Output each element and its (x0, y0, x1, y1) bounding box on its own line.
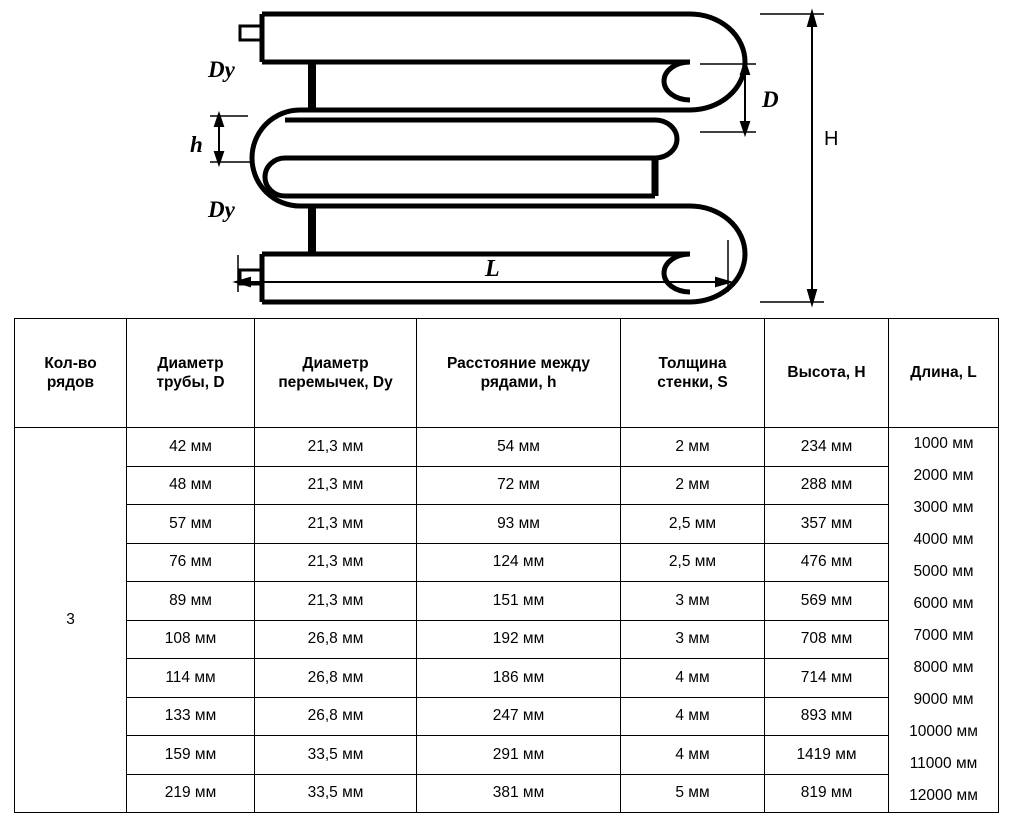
cell-jumper-diameter: 21,3 мм (255, 466, 417, 505)
th-length: Длина, L (889, 319, 999, 428)
cell-jumper-diameter: 21,3 мм (255, 428, 417, 467)
cell-pipe-diameter: 133 мм (127, 697, 255, 736)
length-item: 7000 мм (913, 626, 974, 644)
cell-height: 357 мм (765, 505, 889, 544)
cell-jumper-diameter: 21,3 мм (255, 543, 417, 582)
table-row (15, 774, 999, 813)
nipple-top (240, 26, 262, 40)
cell-row-spacing: 124 мм (417, 543, 621, 582)
th-pipe-diameter: Диаметр трубы, D (127, 319, 255, 428)
cell-jumper-diameter: 26,8 мм (255, 659, 417, 698)
cell-row-spacing: 247 мм (417, 697, 621, 736)
cell-pipe-diameter: 57 мм (127, 505, 255, 544)
label-dy-bottom: Dy (208, 197, 235, 222)
cell-height: 708 мм (765, 620, 889, 659)
table-body (15, 428, 999, 813)
cell-pipe-diameter: 159 мм (127, 736, 255, 775)
cell-wall-thickness: 3 мм (621, 582, 765, 621)
cell-row-spacing: 54 мм (417, 428, 621, 467)
th-height: Высота, H (765, 319, 889, 428)
cell-pipe-diameter: 42 мм (127, 428, 255, 467)
cell-rows-count: 3 (15, 428, 127, 813)
th-row-spacing: Расстояние между рядами, h (417, 319, 621, 428)
cell-row-spacing: 151 мм (417, 582, 621, 621)
cell-pipe-diameter: 89 мм (127, 582, 255, 621)
th-rows-count: Кол-во рядов (15, 319, 127, 428)
th-wall-thickness: Толщина стенки, S (621, 319, 765, 428)
cell-height: 1419 мм (765, 736, 889, 775)
cell-length-list (889, 428, 999, 813)
table-row (15, 466, 999, 505)
cell-wall-thickness: 4 мм (621, 697, 765, 736)
pipe-middle-left-nose (265, 158, 285, 196)
label-height: H (824, 128, 839, 150)
table-row (15, 620, 999, 659)
label-dy-top: Dy (208, 57, 235, 82)
length-item: 4000 мм (913, 530, 974, 548)
cell-height: 476 мм (765, 543, 889, 582)
cell-row-spacing: 186 мм (417, 659, 621, 698)
table-header-row (15, 319, 999, 428)
cell-height: 714 мм (765, 659, 889, 698)
table-row (15, 582, 999, 621)
length-item: 11000 мм (909, 754, 978, 772)
table-row (15, 697, 999, 736)
register-diagram (0, 0, 1012, 310)
length-item: 3000 мм (913, 498, 974, 516)
length-item: 8000 мм (913, 658, 974, 676)
cell-jumper-diameter: 21,3 мм (255, 505, 417, 544)
label-d-pipe: D (762, 87, 779, 112)
table-row (15, 543, 999, 582)
cell-height: 819 мм (765, 774, 889, 813)
cell-wall-thickness: 2,5 мм (621, 543, 765, 582)
cell-wall-thickness: 2 мм (621, 466, 765, 505)
cell-row-spacing: 381 мм (417, 774, 621, 813)
pipe-top-inner (262, 62, 690, 100)
table-row (15, 736, 999, 775)
cell-height: 569 мм (765, 582, 889, 621)
cell-height: 288 мм (765, 466, 889, 505)
table-row (15, 428, 999, 467)
cell-jumper-diameter: 26,8 мм (255, 697, 417, 736)
table-row (15, 505, 999, 544)
length-item: 2000 мм (913, 466, 974, 484)
length-item: 5000 мм (913, 562, 974, 580)
length-list (893, 428, 994, 812)
cell-row-spacing: 192 мм (417, 620, 621, 659)
length-item: 12000 мм (909, 786, 978, 804)
label-h-gap: h (190, 132, 203, 157)
cell-pipe-diameter: 76 мм (127, 543, 255, 582)
cell-row-spacing: 93 мм (417, 505, 621, 544)
cell-jumper-diameter: 33,5 мм (255, 774, 417, 813)
cell-height: 893 мм (765, 697, 889, 736)
cell-jumper-diameter: 33,5 мм (255, 736, 417, 775)
cell-height: 234 мм (765, 428, 889, 467)
th-jumper-diameter: Диаметр перемычек, Dy (255, 319, 417, 428)
cell-wall-thickness: 4 мм (621, 736, 765, 775)
cell-pipe-diameter: 48 мм (127, 466, 255, 505)
cell-row-spacing: 291 мм (417, 736, 621, 775)
cell-pipe-diameter: 219 мм (127, 774, 255, 813)
cell-wall-thickness: 4 мм (621, 659, 765, 698)
label-length: L (485, 256, 500, 282)
cell-row-spacing: 72 мм (417, 466, 621, 505)
cell-wall-thickness: 2,5 мм (621, 505, 765, 544)
cell-wall-thickness: 5 мм (621, 774, 765, 813)
cell-pipe-diameter: 108 мм (127, 620, 255, 659)
cell-jumper-diameter: 26,8 мм (255, 620, 417, 659)
table-row (15, 659, 999, 698)
length-item: 10000 мм (909, 722, 978, 740)
specification-table (14, 318, 999, 813)
cell-pipe-diameter: 114 мм (127, 659, 255, 698)
cell-wall-thickness: 2 мм (621, 428, 765, 467)
length-item: 1000 мм (913, 434, 974, 452)
cell-wall-thickness: 3 мм (621, 620, 765, 659)
length-item: 9000 мм (913, 690, 974, 708)
cell-jumper-diameter: 21,3 мм (255, 582, 417, 621)
pipe-middle-upper (285, 120, 677, 158)
length-item: 6000 мм (913, 594, 974, 612)
